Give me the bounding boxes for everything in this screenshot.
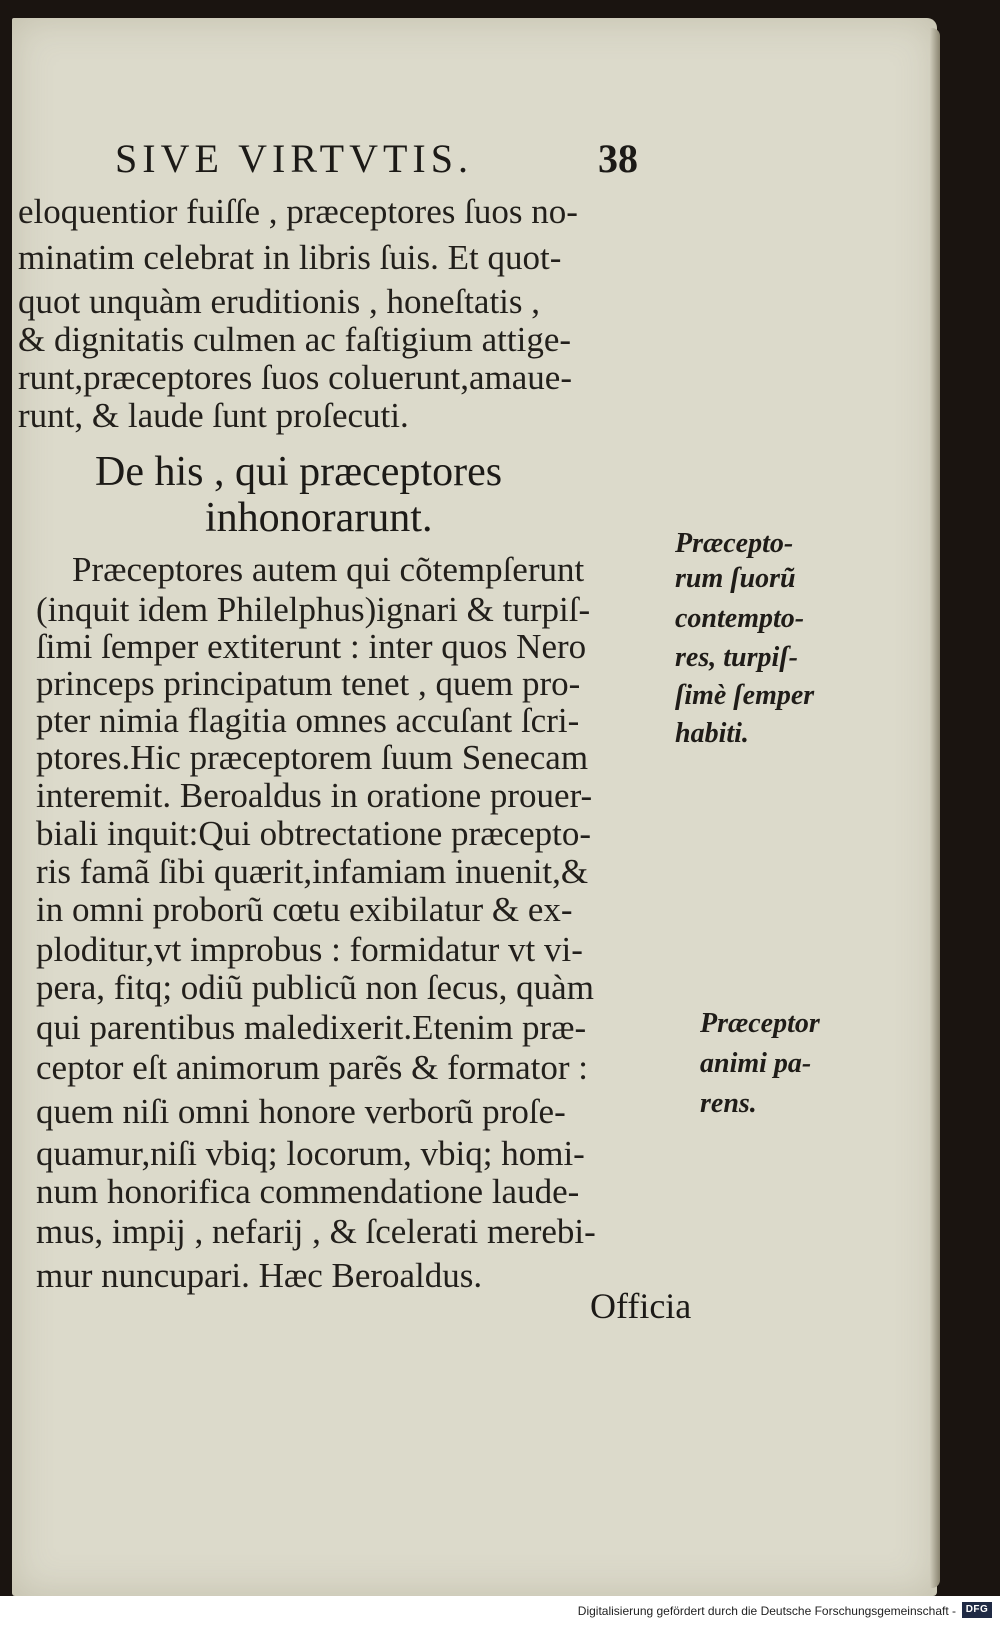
footer-credit: Digitalisierung gefördert durch die Deutsche Forschungsgemeinschaft - — [577, 1604, 956, 1618]
text-line: eloquentior fuiſſe , præceptores ſuos no- — [18, 192, 578, 231]
marginal-line: contempto- — [675, 603, 805, 634]
text-line: ceptor eſt animorum parẽs & formator : — [36, 1048, 589, 1087]
text-line: pter nimia flagitia omnes accuſant ſcri- — [36, 701, 580, 740]
text-line: interemit. Beroaldus in oratione prouer- — [36, 776, 593, 815]
marginal-line: rens. — [700, 1088, 757, 1119]
text-line: mus, impij , nefarij , & ſcelerati merebi- — [36, 1212, 596, 1251]
page-number: 38 — [598, 136, 638, 181]
marginal-line: Præceptor — [700, 1008, 820, 1039]
text-line: num honorifica commendatione laude- — [36, 1172, 580, 1211]
marginal-line: Præcepto- — [675, 528, 794, 559]
text-line: Præceptores autem qui cõtempſerunt — [72, 550, 585, 589]
text-line: (inquit idem Philelphus)ignari & turpiſ- — [36, 590, 591, 629]
text-line: biali inquit:Qui obtrectatione præcepto- — [36, 814, 591, 853]
text-line: qui parentibus maledixerit.Etenim præ- — [36, 1008, 587, 1047]
page-edge — [930, 28, 940, 1588]
text-line: ploditur,vt improbus : formidatur vt vi- — [36, 930, 583, 969]
marginal-line: habiti. — [675, 718, 749, 749]
heading-line: De his , qui præceptores — [95, 449, 503, 495]
text-line: mur nuncupari. Hæc Beroaldus. — [36, 1256, 483, 1295]
text-line: ſimi ſemper extiterunt : inter quos Nero — [36, 627, 587, 666]
heading-line: inhonorarunt. — [205, 495, 433, 541]
text-line: pera, fitq; odiũ publicũ non ſecus, quàm — [36, 968, 594, 1007]
text-line: ris famã ſibi quærit,infamiam inuenit,& — [36, 852, 589, 891]
text-line: princeps principatum tenet , quem pro- — [36, 664, 581, 703]
catchword: Officia — [590, 1286, 692, 1326]
dfg-logo: DFG — [962, 1602, 992, 1618]
marginal-line: animi pa- — [700, 1048, 812, 1079]
marginal-line: ſimè ſemper — [675, 680, 815, 711]
marginal-line: res, turpiſ- — [675, 642, 798, 673]
text-line: & dignitatis culmen ac faſtigium attige- — [18, 320, 572, 359]
running-head-title: SIVE VIRTVTIS. — [115, 136, 473, 181]
marginal-line: rum ſuorũ — [675, 563, 796, 594]
text-line: runt, & laude ſunt proſecuti. — [18, 396, 409, 435]
text-line: runt,præceptores ſuos coluerunt,amaue- — [18, 358, 572, 397]
text-line: quot unquàm eruditionis , honeſtatis , — [18, 282, 541, 321]
text-line: quamur,niſi vbiq; locorum, vbiq; homi- — [36, 1134, 585, 1173]
text-line: minatim celebrat in libris ſuis. Et quot- — [18, 238, 562, 277]
text-line: ptores.Hic præceptorem ſuum Senecam — [36, 738, 589, 777]
text-line: in omni proborũ cœtu exibilatur & ex- — [36, 890, 573, 929]
text-line: quem niſi omni honore verborũ proſe- — [36, 1092, 566, 1131]
